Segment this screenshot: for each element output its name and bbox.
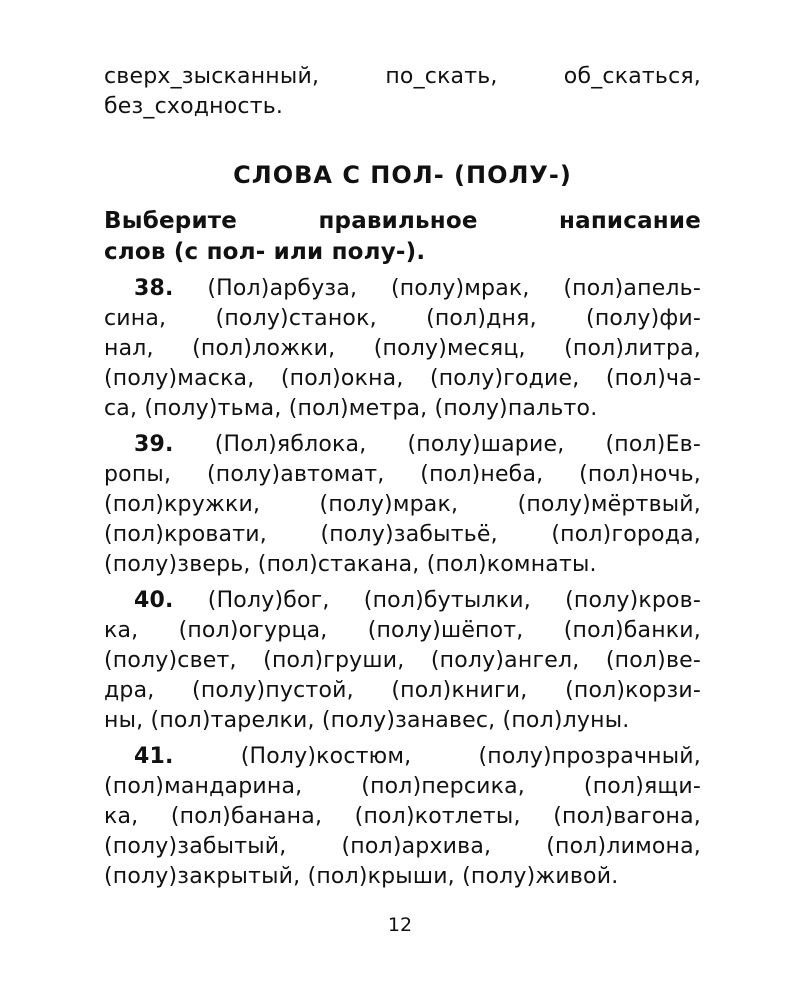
exercise-line: (пол)кружки, (полу)мрак, (полу)мёртвый,	[104, 492, 701, 517]
exercise-line: (полу)забытый, (пол)архива, (пол)лимона,	[104, 834, 701, 859]
page-content	[104, 62, 701, 898]
task-line: Выберите правильное написание	[104, 208, 701, 234]
exercise-first-line	[104, 742, 701, 772]
exercise-line: са, (полу)тьма, (пол)метра, (полу)пальто.	[104, 396, 598, 421]
exercise-first-line	[104, 586, 701, 616]
exercise-40	[104, 586, 701, 736]
exercise-line: (полу)зверь, (пол)стакана, (пол)комнаты.	[104, 552, 597, 577]
exercise-39	[104, 430, 701, 580]
task-instruction	[104, 206, 701, 268]
exercise-text: (Полу)костюм, (полу)прозрачный,	[240, 744, 701, 769]
intro-line: сверх_зысканный, по_скать, об_скаться,	[104, 64, 701, 89]
exercise-line: (полу)закрытый, (пол)крыши, (полу)живой.	[104, 864, 619, 889]
exercise-text: (Пол)яблока, (полу)шарие, (пол)Ев-	[214, 432, 701, 457]
exercise-38	[104, 274, 701, 424]
exercise-line: (полу)свет, (пол)груши, (полу)ангел, (пол)ве-	[104, 648, 701, 673]
exercise-line: ропы, (полу)автомат, (пол)неба, (пол)ночь,	[104, 462, 701, 487]
section-title: СЛОВА С ПОЛ- (ПОЛУ-)	[233, 161, 572, 189]
exercise-first-line	[104, 274, 701, 304]
exercise-text: (Пол)арбуза, (полу)мрак, (пол)апель-	[207, 276, 701, 301]
intro-line: без_сходность.	[104, 94, 284, 119]
exercise-number: 39.	[134, 432, 174, 457]
exercise-line: нал, (пол)ложки, (полу)месяц, (пол)литра,	[104, 336, 701, 361]
task-line: слов (с пол- или полу-).	[104, 239, 426, 265]
exercise-line: (пол)мандарина, (пол)персика, (пол)ящи-	[104, 774, 701, 799]
exercise-line: дра, (полу)пустой, (пол)книги, (пол)корзи-	[104, 678, 701, 703]
exercise-number: 41.	[134, 744, 174, 769]
page-number: 12	[387, 914, 413, 936]
exercise-number: 38.	[134, 276, 174, 301]
exercise-line: ка, (пол)банана, (пол)котлеты, (пол)вагона,	[104, 804, 701, 829]
exercise-first-line	[104, 430, 701, 460]
exercise-line: (пол)кровати, (полу)забытьё, (пол)города,	[104, 522, 701, 547]
exercise-41	[104, 742, 701, 892]
exercise-line: сина, (полу)станок, (пол)дня, (полу)фи-	[104, 306, 701, 331]
exercise-text: (Полу)бог, (пол)бутылки, (полу)кров-	[207, 588, 701, 613]
exercise-line: ка, (пол)огурца, (полу)шёпот, (пол)банки,	[104, 618, 701, 643]
exercise-line: ны, (пол)тарелки, (полу)занавес, (пол)луны.	[104, 708, 630, 733]
intro-block	[104, 62, 701, 122]
exercise-line: (полу)маска, (пол)окна, (полу)годие, (пол)ча-	[104, 366, 701, 391]
exercise-number: 40.	[134, 588, 174, 613]
